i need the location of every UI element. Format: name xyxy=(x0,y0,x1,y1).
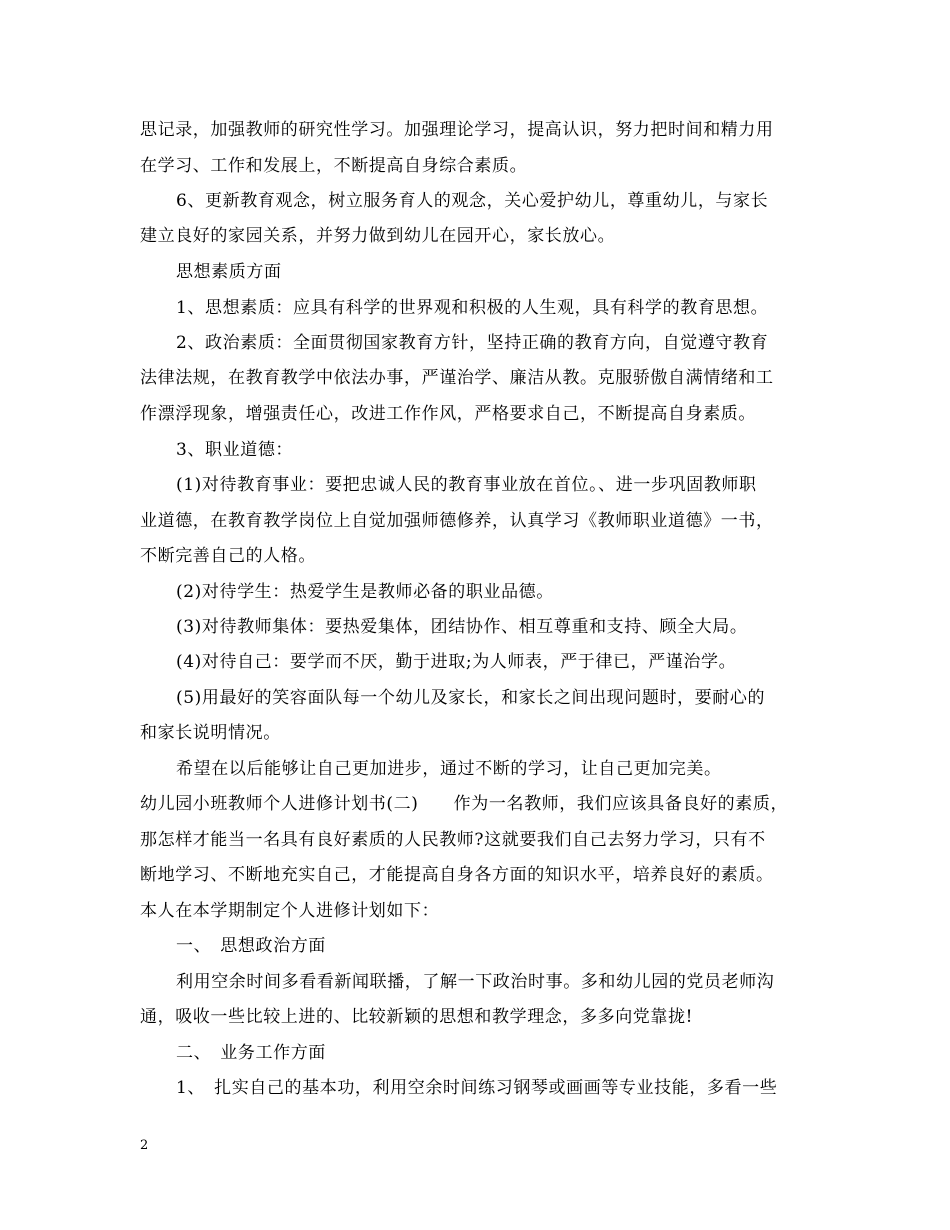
text-line: 希望在以后能够让自己更加进步，通过不断的学习，让自己更加完美。 xyxy=(176,759,722,779)
section-heading: 思想素质方面 xyxy=(176,262,282,282)
text-line: 1、 扎实自己的基本功，利用空余时间练习钢琴或画画等专业技能，多看一些 xyxy=(176,1078,778,1098)
text-line: (1)对待教育事业：要把忠诚人民的教育事业放在首位。、进一步巩固教师职 xyxy=(176,475,757,495)
text-line: 和家长说明情况。 xyxy=(140,723,281,743)
text-line: 利用空余时间多看看新闻联播，了解一下政治时事。多和幼儿园的党员老师沟 xyxy=(176,972,775,992)
text-line: 3、职业道德： xyxy=(176,440,294,460)
page-number: 2 xyxy=(140,1138,149,1153)
text-line: (3)对待教师集体：要热爱集体，团结协作、相互尊重和支持、顾全大局。 xyxy=(176,617,748,637)
section-heading: 一、 思想政治方面 xyxy=(176,936,326,956)
text-line: 在学习、工作和发展上，不断提高自身综合素质。 xyxy=(140,156,528,176)
text-line: 法律法规，在教育教学中依法办事，严谨治学、廉洁从教。克服骄傲自满情绪和工 xyxy=(140,368,774,388)
text-line: 本人在本学期制定个人进修计划如下： xyxy=(140,901,440,921)
text-line: 1、思想素质：应具有科学的世界观和积极的人生观，具有科学的教育思想。 xyxy=(176,298,769,318)
text-line: (5)用最好的笑容面队每一个幼儿及家长，和家长之间出现问题时，要耐心的 xyxy=(176,688,766,708)
text-line: 幼儿园小班教师个人进修计划书(二) 作为一名教师，我们应该具备良好的素质， xyxy=(140,794,789,814)
text-line: 断地学习、不断地充实自己，才能提高自身各方面的知识水平，培养良好的素质。 xyxy=(140,865,774,885)
section-heading: 二、 业务工作方面 xyxy=(176,1043,326,1063)
text-line: 作漂浮现象，增强责任心，改进工作作风，严格要求自己，不断提高自身素质。 xyxy=(140,404,756,424)
text-line: 业道德，在教育教学岗位上自觉加强师德修养，认真学习《教师职业道德》一书， xyxy=(140,511,774,531)
text-line: 6、更新教育观念，树立服务育人的观念，关心爱护幼儿，尊重幼儿，与家长 xyxy=(176,191,769,211)
text-line: (2)对待学生：热爱学生是教师必备的职业品德。 xyxy=(176,582,554,602)
text-line: 建立良好的家园关系，并努力做到幼儿在园开心，家长放心。 xyxy=(140,226,616,246)
text-line: 思记录，加强教师的研究性学习。加强理论学习，提高认识，努力把时间和精力用 xyxy=(140,120,774,140)
text-line: 不断完善自己的人格。 xyxy=(140,546,316,566)
text-line: (4)对待自己：要学而不厌，勤于进取;为人师表，严于律已，严谨治学。 xyxy=(176,652,737,672)
text-line: 2、政治素质：全面贯彻国家教育方针，坚持正确的教育方向，自觉遵守教育 xyxy=(176,333,769,353)
text-line: 那怎样才能当一名具有良好素质的人民教师?这就要我们自己去努力学习，只有不 xyxy=(140,830,766,850)
text-line: 通，吸收一些比较上进的、比较新颖的思想和教学理念，多多向党靠拢! xyxy=(140,1007,694,1027)
